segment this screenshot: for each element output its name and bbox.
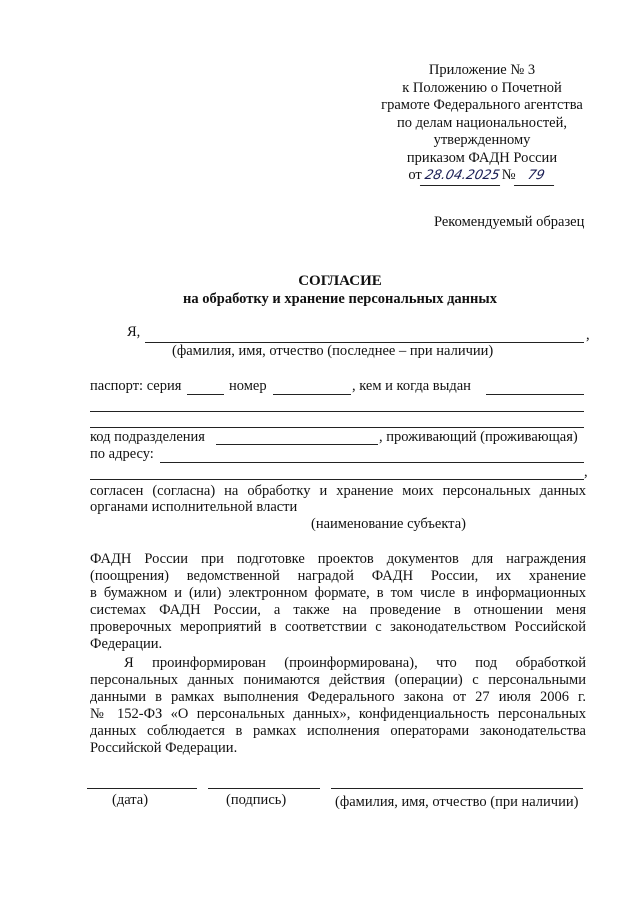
organs-label: органами исполнительной власти [90,499,298,515]
blank-line [90,427,584,428]
by-address-label: по адресу: [90,446,154,462]
order-date-number [360,167,604,185]
header-block [360,62,604,185]
subject-caption: (наименование субъекта) [311,516,466,532]
recommended-sample: Рекомендуемый образец [434,214,585,230]
paragraph-line: системах ФАДН России, а также на проведение в отношении меня [90,602,586,618]
passport-series-underline [187,394,224,395]
division-code-underline [216,444,378,445]
paragraph-line: проверочных мероприятий в соответствии с законодательством Российской [90,619,586,635]
passport-series-label: паспорт: серия [90,378,182,394]
address-underline-2 [90,479,584,480]
date-caption: (дата) [112,792,149,808]
sign-caption: (подпись) [226,792,287,808]
comma: , [584,464,588,480]
passport-issued-label: , кем и когда выдан [352,378,471,394]
address-underline [160,462,584,463]
paragraph-line: Федерации. [90,636,163,652]
i-label: Я, [127,324,141,340]
paragraph-2 [90,655,586,757]
date-signature-line [87,788,197,789]
paragraph-line: данными в рамках выполнения Федерального закона от 27 июля 2006 г. [90,689,586,705]
paragraph-line: данных соблюдается в рамках исполнения операторами законодательства [90,723,586,739]
passport-number-underline [273,394,351,395]
number-prefix: № [501,167,516,183]
header-line: утвержденному [433,132,531,148]
date-prefix: от [408,167,422,183]
residing-label: , проживающий (проживающая) [379,429,578,445]
header-line: приказом ФАДН России [406,149,558,166]
header-line: грамоте Федерального агентства [381,97,583,113]
agree-line: согласен (согласна) на обработку и хранение моих персональных данных [90,483,586,499]
passport-issued-underline [486,394,584,395]
fio-signature-line [331,788,583,789]
blank-line [90,411,584,412]
handwritten-number: 79 [514,167,558,186]
paragraph-line: персональных данных понимаются действия (операции) с персональными [90,672,586,688]
document-title: СОГЛАСИЕ [298,273,382,289]
paragraph-line: ФАДН России при подготовке проектов документов для награждения [90,551,586,567]
comma: , [586,327,590,343]
paragraph-line: Российской Федерации. [90,740,238,756]
passport-number-label: номер [229,378,267,394]
sign-signature-line [208,788,320,789]
fio-sign-caption: (фамилия, имя, отчество (при наличии) [335,794,579,810]
header-line: по делам национальностей, [396,114,568,131]
handwritten-date: 28.04.2025 [420,167,504,186]
header-line: Приложение № 3 [428,62,536,78]
paragraph-line: № 152-ФЗ «О персональных данных», конфиденциальность персональных [90,706,586,722]
fio-caption: (фамилия, имя, отчество (последнее – при наличии) [172,343,494,359]
header-line: к Положению о Почетной [402,79,562,96]
document-subtitle: на обработку и хранение персональных данных [183,291,497,307]
paragraph-line: (поощрения) ведомственной наградой ФАДН России, их хранение [90,568,586,584]
division-code-label: код подразделения [90,429,205,445]
paragraph-1 [90,551,586,653]
paragraph-line: Я проинформирован (проинформирована), что под обработкой [124,655,586,671]
paragraph-line: в бумажном и (или) электронном формате, в том числе в информационных [90,585,586,601]
